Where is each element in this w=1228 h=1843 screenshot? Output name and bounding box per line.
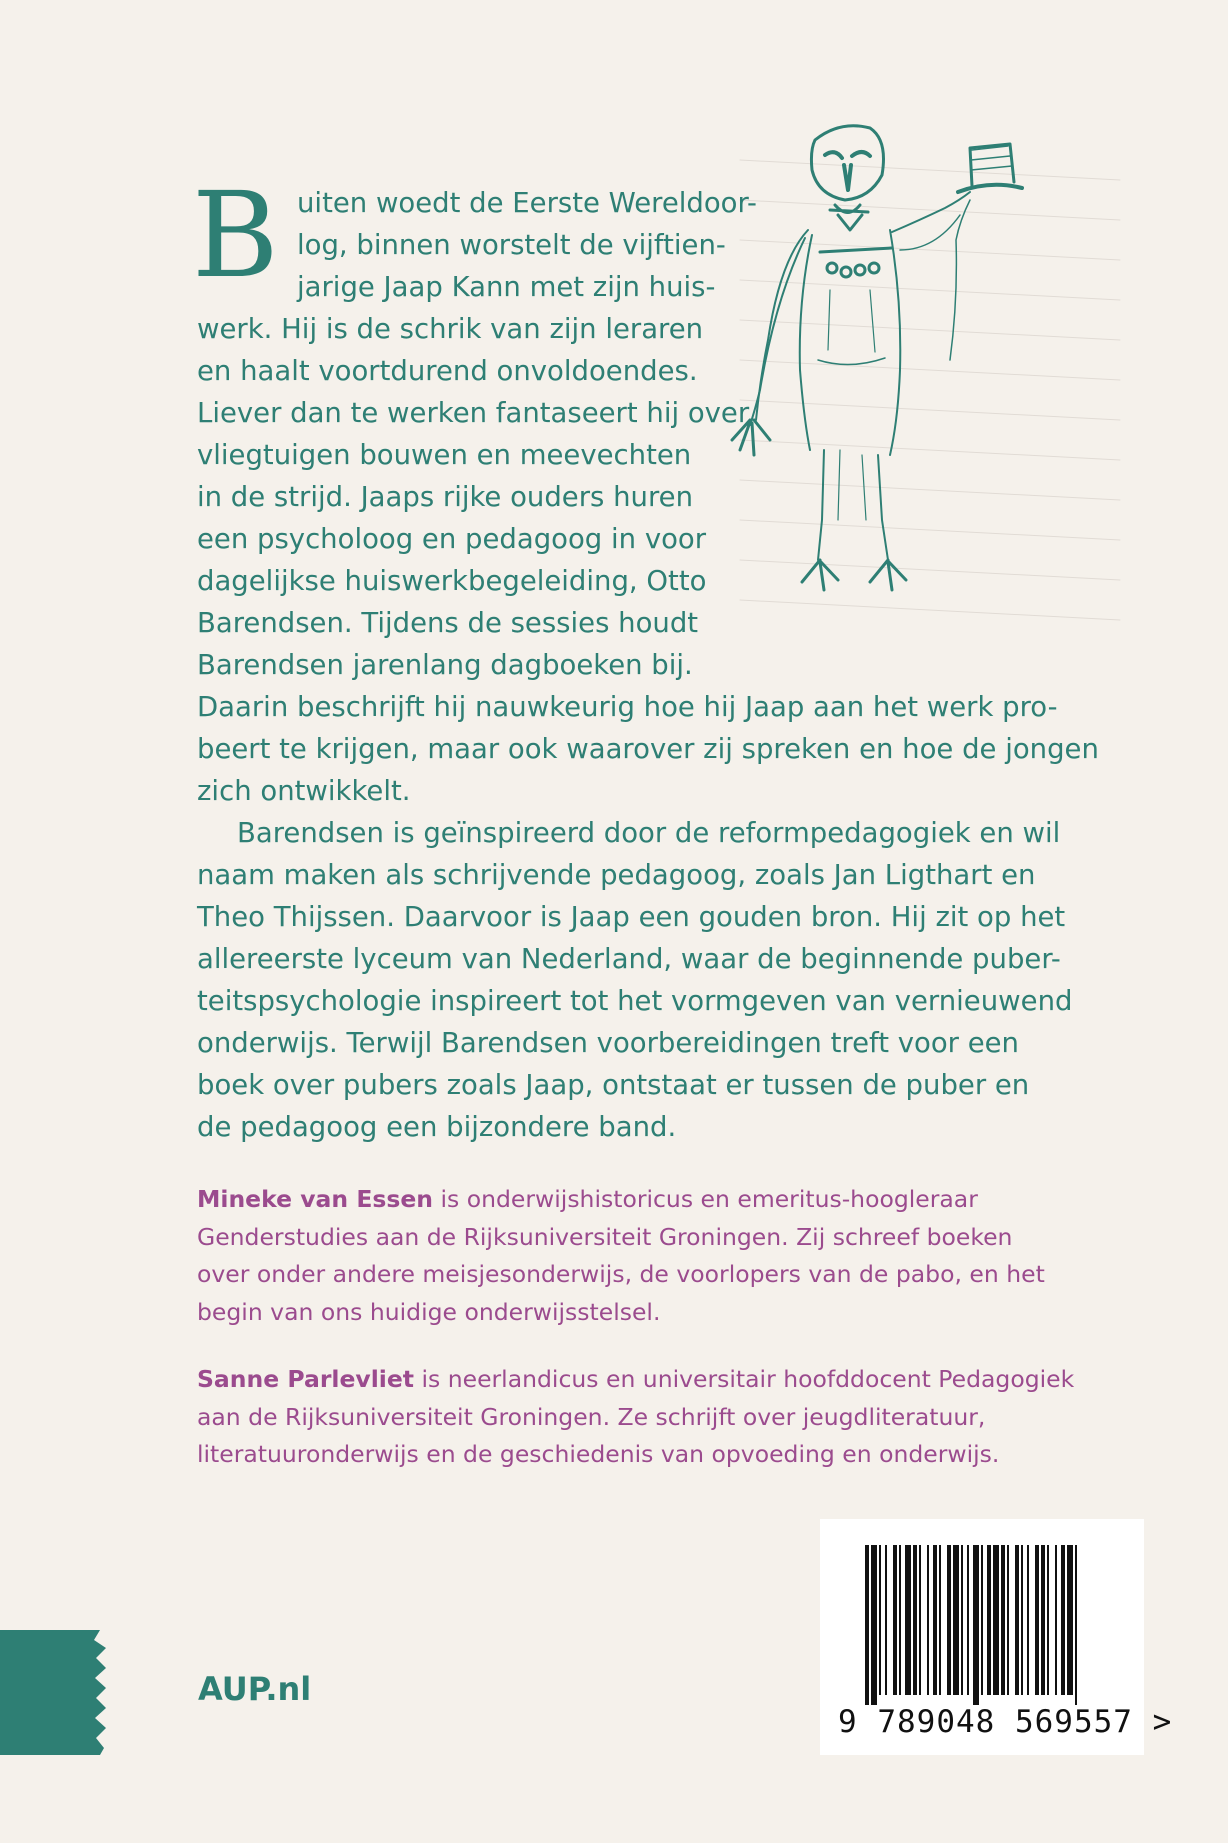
blurb-line: Liever dan te werken fantaseert hij over <box>197 397 750 429</box>
barcode-bar <box>879 1545 881 1695</box>
author-name: Mineke van Essen <box>197 1185 434 1213</box>
blurb-line: een psycholoog en pedagoog in voor <box>197 523 707 555</box>
barcode-bar <box>973 1545 979 1705</box>
barcode-bar <box>981 1545 983 1695</box>
barcode-bar <box>913 1545 917 1695</box>
author-bios <box>197 1181 1075 1474</box>
blurb-line: Daarin beschrijft hij nauwkeurig hoe hij Jaap aan het werk pro- <box>197 691 1058 723</box>
teal-edge-tab <box>0 1630 108 1755</box>
barcode-bar <box>933 1545 937 1695</box>
drop-cap: B <box>192 166 279 304</box>
blurb-line: de pedagoog een bijzondere band. <box>197 1111 677 1143</box>
blurb-line: teitspsychologie inspireert tot het vormgeven van vernieuwend <box>197 985 1073 1017</box>
bio-line: aan de Rijksuniversiteit Groningen. Ze schrijft over jeugdliteratuur, <box>197 1402 986 1431</box>
barcode-bar <box>1001 1545 1005 1695</box>
barcode-bar <box>899 1545 901 1695</box>
barcode-bar <box>871 1545 877 1705</box>
barcode-bar <box>939 1545 941 1695</box>
blurb-line: jarige Jaap Kann met zijn huis- <box>297 271 716 303</box>
blurb-line: Barendsen jarenlang dagboeken bij. <box>197 649 693 681</box>
blurb-second-paragraph <box>197 812 1073 1148</box>
barcode-bar <box>1015 1545 1019 1695</box>
barcode-bar <box>919 1545 921 1695</box>
barcode-bar <box>905 1545 911 1695</box>
blurb-line: uiten woedt de Eerste Wereldoor- <box>297 187 757 219</box>
blurb-line: Theo Thijssen. Daarvoor is Jaap een gouden bron. Hij zit op het <box>197 901 1066 933</box>
barcode-bar <box>865 1545 869 1705</box>
blurb-line: naam maken als schrijvende pedagoog, zoals Jan Ligthart en <box>197 859 1036 891</box>
barcode-bar <box>953 1545 959 1695</box>
barcode-bar <box>1067 1545 1073 1695</box>
barcode-bar <box>993 1545 999 1695</box>
barcode-bar <box>967 1545 969 1695</box>
barcode-bar <box>961 1545 963 1695</box>
barcode-bar <box>927 1545 929 1695</box>
barcode-bar <box>947 1545 951 1695</box>
blurb-line: allereerste lyceum van Nederland, waar de beginnende puber- <box>197 943 1061 975</box>
bio-line <box>197 1181 1057 1219</box>
barcode-bar <box>1007 1545 1009 1695</box>
blurb-line: vliegtuigen bouwen en meevechten <box>197 439 692 471</box>
blurb-line: onderwijs. Terwijl Barendsen voorbereidingen treft voor een <box>197 1027 1019 1059</box>
blurb-line: in de strijd. Jaaps rijke ouders huren <box>197 481 694 513</box>
bio-line: begin van ons huidige onderwijsstelsel. <box>197 1297 661 1326</box>
bio-line <box>197 1361 1075 1399</box>
blurb-text <box>192 166 1099 1148</box>
blurb-line: log, binnen worstelt de vijftien- <box>297 229 726 261</box>
blurb-line: boek over pubers zoals Jaap, ontstaat er tussen de puber en <box>197 1069 1030 1101</box>
barcode-bar <box>1035 1545 1039 1695</box>
barcode-bar <box>1041 1545 1045 1695</box>
blurb-line: werk. Hij is de schrik van zijn leraren <box>197 313 704 345</box>
blurb-line: Barendsen is geïnspireerd door de reformpedagogiek en wil <box>237 817 1061 849</box>
blurb-first-paragraph <box>192 166 1099 812</box>
bio-line: Genderstudies aan de Rijksuniversiteit Groningen. Zij schreef boeken <box>197 1222 1013 1251</box>
barcode-bar <box>1075 1545 1077 1705</box>
bio-line: over onder andere meisjesonderwijs, de voorlopers van de pabo, en het <box>197 1260 1045 1288</box>
author-bio <box>197 1181 1057 1331</box>
barcode-bar <box>1055 1545 1057 1695</box>
barcode-bar <box>1027 1545 1029 1695</box>
publisher-website: AUP.nl <box>198 1670 312 1708</box>
author-bio <box>197 1361 1075 1474</box>
barcode-bar <box>1021 1545 1023 1695</box>
barcode-bars <box>865 1545 1115 1705</box>
barcode-bar <box>987 1545 991 1695</box>
blurb-line: beert te krijgen, maar ook waarover zij spreken en hoe de jongen <box>197 733 1099 765</box>
isbn-number: 9 789048 569557 > <box>838 1704 1173 1740</box>
blurb-line: zich ontwikkelt. <box>197 775 411 807</box>
bio-text: is neerlandicus en universitair hoofddocent Pedagogiek <box>414 1365 1075 1393</box>
blurb-line: en haalt voortdurend onvoldoendes. <box>197 355 698 387</box>
blurb-line: dagelijkse huiswerkbegeleiding, Otto <box>197 565 707 597</box>
blurb-line: Barendsen. Tijdens de sessies houdt <box>197 607 699 639</box>
barcode-bar <box>1061 1545 1065 1695</box>
author-name: Sanne Parlevliet <box>197 1365 414 1393</box>
isbn-barcode <box>820 1519 1173 1755</box>
barcode-bar <box>1047 1545 1049 1695</box>
barcode-bar <box>893 1545 897 1695</box>
bio-text: is onderwijshistoricus en emeritus-hoogleraar <box>433 1185 978 1213</box>
bio-line: literatuuronderwijs en de geschiedenis van opvoeding en onderwijs. <box>197 1440 1000 1468</box>
barcode-bar <box>885 1545 887 1695</box>
